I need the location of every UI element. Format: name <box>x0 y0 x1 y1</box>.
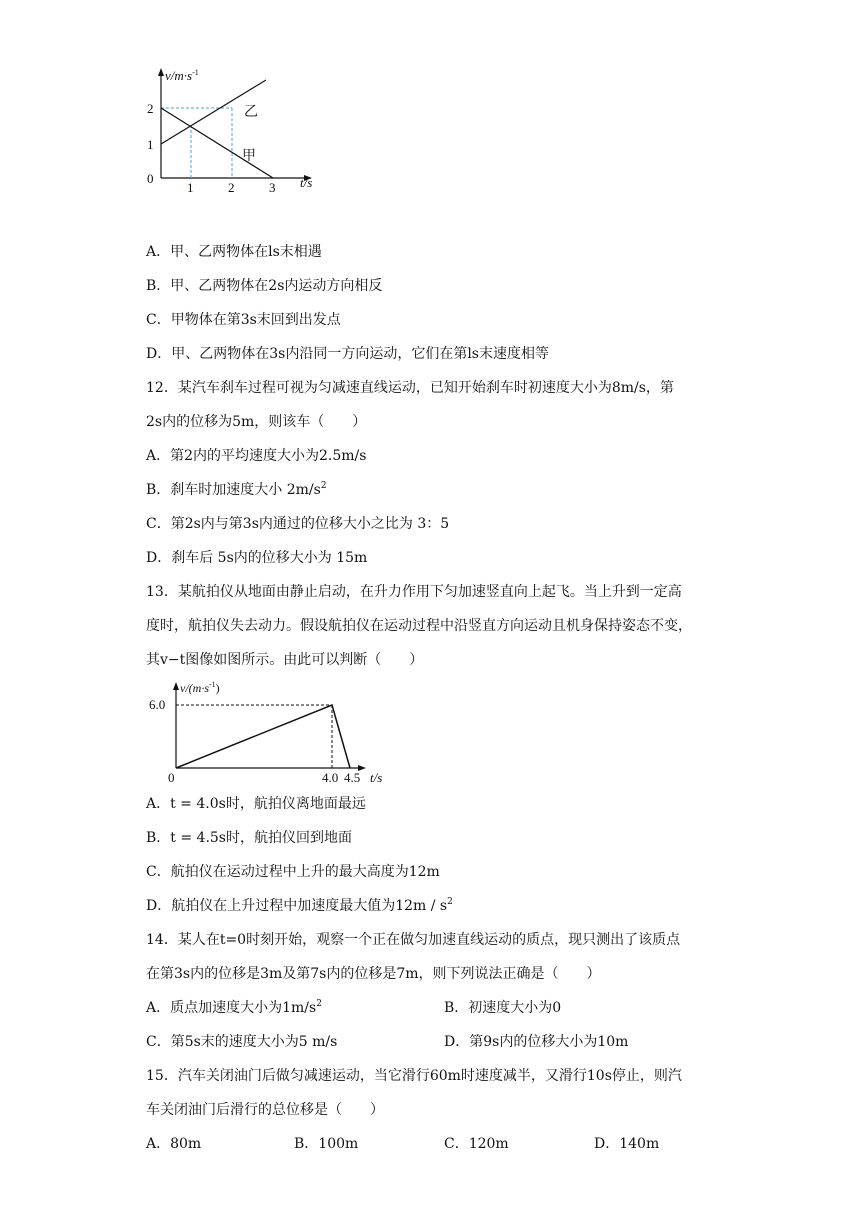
q14-option-a: A．质点加速度大小为$1m/s^2$ <box>146 999 322 1016</box>
ytick-6: 6.0 <box>149 697 166 712</box>
q13-stem-line2: 度时，航拍仪失去动力。假设航拍仪在运动过程中沿竖直方向运动且机身保持姿态不变， <box>146 618 692 634</box>
xtick-2: 2 <box>228 180 235 194</box>
q15-stem-line1: 15．汽车关闭油门后做匀减速运动，当它滑行60m时速度减半，又滑行10s停止，则汽 <box>146 1068 682 1084</box>
q15-option-d: D．140m <box>594 1136 660 1152</box>
velocity-line <box>176 705 350 768</box>
q15-option-b: B．100m <box>294 1136 359 1152</box>
y-axis-label: $v/m\cdot s^{-1}$ <box>165 68 199 83</box>
q12-option-b: B．刹车时加速度大小 $2m/s^2$ <box>146 481 327 498</box>
q14-option-c: C．第5s末的速度大小为5 m/s <box>146 1034 338 1050</box>
q11-option-b: B．甲、乙两物体在2s内运动方向相反 <box>146 278 383 294</box>
y-axis-arrow <box>173 682 179 690</box>
ytick-1: 1 <box>147 137 154 152</box>
q13-option-d: D．航拍仪在上升过程中加速度最大值为$12m / s^2$ <box>146 897 453 914</box>
q12-option-c: C．第2s内与第3s内通过的位移大小之比为 3：5 <box>146 516 450 532</box>
q13-stem-line3: 其v−t图像如图所示。由此可以判断（ ） <box>146 652 424 668</box>
x-axis-label: t/s <box>370 770 383 785</box>
xtick-4: 4.0 <box>322 770 339 785</box>
q14-option-d: D．第9s内的位移大小为10m <box>444 1034 629 1050</box>
q11-option-a: A．甲、乙两物体在ls末相遇 <box>146 244 322 260</box>
q14-stem-line1: 14．某人在t=0时刻开始，观察一个正在做匀加速直线运动的质点，现只测出了该质点 <box>146 932 681 948</box>
origin-label: 0 <box>168 770 175 785</box>
q15-option-a: A．80m <box>146 1136 202 1152</box>
y-axis-label: $v/(m\cdot s^{-1})$ <box>180 680 220 695</box>
q13-stem-line1: 13．某航拍仪从地面由静止启动，在升力作用下匀加速竖直向上起飞。当上升到一定高 <box>146 584 682 600</box>
xtick-4-5: 4.5 <box>344 770 361 785</box>
figure-vt-drone <box>146 676 396 786</box>
x-axis-label: t/s <box>300 175 313 190</box>
xtick-1: 1 <box>187 180 194 194</box>
xtick-3: 3 <box>269 180 276 194</box>
q14-stem-line2: 在第3s内的位移是3m及第7s内的位移是7m，则下列说法正确是（ ） <box>146 966 601 982</box>
q15-option-c: C．120m <box>444 1136 509 1152</box>
q12-stem-line2: 2s内的位移为5m，则该车（ ） <box>146 414 367 430</box>
q13-option-a: A．t = 4.0s时，航拍仪离地面最远 <box>146 796 366 812</box>
q11-option-c: C．甲物体在第3s末回到出发点 <box>146 312 341 328</box>
figure-vt-jia-yi <box>140 64 330 194</box>
q11-option-d: D．甲、乙两物体在3s内沿同一方向运动，它们在第ls末速度相等 <box>146 346 549 362</box>
q12-option-d: D．刹车后 5s内的位移大小为 15m <box>146 550 368 566</box>
vt-graph-1 <box>140 64 330 194</box>
q12-stem-line1: 12．某汽车刹车过程可视为匀减速直线运动，已知开始刹车时初速度大小为8m/s，第 <box>146 380 674 396</box>
q15-stem-line2: 车关闭油门后滑行的总位移是（ ） <box>146 1102 384 1118</box>
q13-option-b: B．t = 4.5s时，航拍仪回到地面 <box>146 830 352 846</box>
q14-option-b: B．初速度大小为0 <box>444 1000 562 1016</box>
ytick-0: 0 <box>147 171 154 186</box>
vt-graph-2 <box>146 676 396 786</box>
q12-option-a: A．第2内的平均速度大小为2.5m/s <box>146 448 367 464</box>
label-jia: 甲 <box>242 149 256 164</box>
y-axis-arrow <box>158 68 164 76</box>
q13-option-c: C．航拍仪在运动过程中上升的最大高度为12m <box>146 864 440 880</box>
label-yi: 乙 <box>244 105 258 120</box>
ytick-2: 2 <box>147 101 154 116</box>
